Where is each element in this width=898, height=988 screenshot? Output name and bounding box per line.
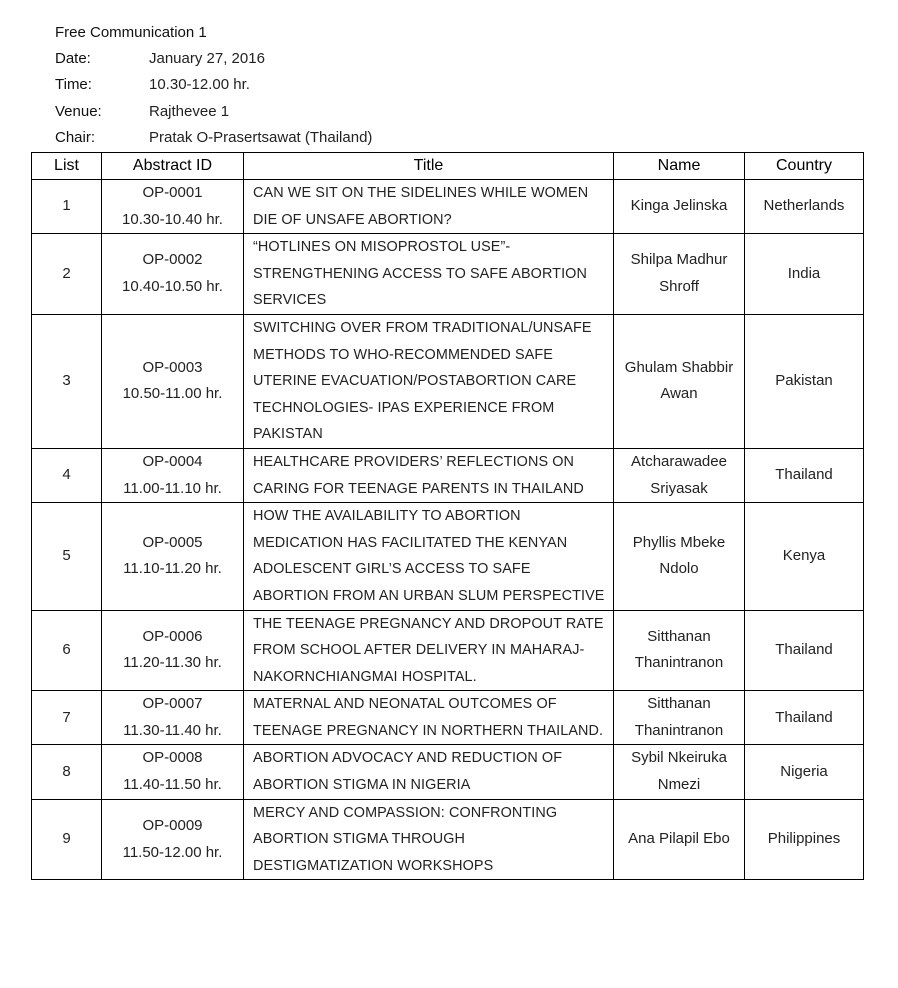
list-number: 7 (32, 691, 102, 745)
list-number: 9 (32, 799, 102, 880)
presentation-time: 11.00-11.10 hr. (123, 479, 222, 497)
abstract-id: OP-0006 (142, 627, 203, 645)
session-title-row (55, 20, 372, 46)
presenter-country: Thailand (745, 691, 864, 745)
presentation-time: 11.40-11.50 hr. (123, 776, 222, 794)
abstract-title: HEALTHCARE PROVIDERS’ REFLECTIONS ON CARING FOR TEENAGE PARENTS IN THAILAND (244, 448, 614, 502)
header-country: Country (745, 153, 864, 180)
session-header (55, 20, 372, 151)
abstract-id: OP-0007 (142, 695, 203, 713)
presenter-name: Sybil Nkeiruka Nmezi (614, 745, 745, 799)
abstract-id: OP-0003 (142, 358, 203, 376)
list-number: 2 (32, 234, 102, 315)
chair-value: Pratak O-Prasertsawat (Thailand) (149, 128, 373, 146)
session-date-row (55, 46, 372, 72)
presenter-name: Shilpa Madhur Shroff (614, 234, 745, 315)
abstract-title: MATERNAL AND NEONATAL OUTCOMES OF TEENAGE PREGNANCY IN NORTHERN THAILAND. (244, 691, 614, 745)
abstract-title: HOW THE AVAILABILITY TO ABORTION MEDICATION HAS FACILITATED THE KENYAN ADOLESCENT GIRL’S ACCESS TO SAFE ABORTION FROM AN URBAN SLUM PERSPECTIVE (244, 503, 614, 610)
venue-value: Rajthevee 1 (149, 102, 230, 120)
presenter-country: Kenya (745, 503, 864, 610)
presentation-time: 10.40-10.50 hr. (122, 278, 223, 296)
abstract-id-cell (102, 180, 244, 234)
list-number: 5 (32, 503, 102, 610)
presenter-name: Sitthanan Thanintranon (614, 691, 745, 745)
table-row (32, 799, 864, 880)
presenter-name: Sitthanan Thanintranon (614, 610, 745, 691)
table-row (32, 180, 864, 234)
presenter-name: Phyllis Mbeke Ndolo (614, 503, 745, 610)
presentation-time: 11.20-11.30 hr. (123, 654, 222, 672)
table-header-row (32, 153, 864, 180)
presenter-name: Ana Pilapil Ebo (614, 799, 745, 880)
presenter-country: Thailand (745, 448, 864, 502)
list-number: 4 (32, 448, 102, 502)
abstract-id-cell (102, 691, 244, 745)
presenter-country: Thailand (745, 610, 864, 691)
abstract-title: CAN WE SIT ON THE SIDELINES WHILE WOMEN DIE OF UNSAFE ABORTION? (244, 180, 614, 234)
abstract-id: OP-0008 (142, 749, 203, 767)
table-row (32, 691, 864, 745)
presenter-country: India (745, 234, 864, 315)
table-row (32, 745, 864, 799)
abstract-title: ABORTION ADVOCACY AND REDUCTION OF ABORTION STIGMA IN NIGERIA (244, 745, 614, 799)
table-row (32, 448, 864, 502)
abstract-title: SWITCHING OVER FROM TRADITIONAL/UNSAFE METHODS TO WHO-RECOMMENDED SAFE UTERINE EVACUATION/POSTABORTION CARE TECHNOLOGIES- IPAS EXPERIENCE FROM PAKISTAN (244, 314, 614, 448)
session-time-row (55, 72, 372, 98)
list-number: 1 (32, 180, 102, 234)
abstract-title: “HOTLINES ON MISOPROSTOL USE”- STRENGTHENING ACCESS TO SAFE ABORTION SERVICES (244, 234, 614, 315)
abstract-id-cell (102, 503, 244, 610)
abstract-id: OP-0004 (142, 452, 203, 470)
time-value: 10.30-12.00 hr. (149, 76, 250, 94)
presenter-country: Pakistan (745, 314, 864, 448)
presentation-time: 11.30-11.40 hr. (123, 721, 222, 739)
time-label: Time: (55, 76, 92, 94)
list-number: 3 (32, 314, 102, 448)
presentation-time: 11.10-11.20 hr. (123, 560, 222, 578)
abstract-title: MERCY AND COMPASSION: CONFRONTING ABORTION STIGMA THROUGH DESTIGMATIZATION WORKSHOPS (244, 799, 614, 880)
presenter-country: Nigeria (745, 745, 864, 799)
presentation-schedule-table (31, 152, 864, 880)
list-number: 6 (32, 610, 102, 691)
abstract-id-cell (102, 448, 244, 502)
date-label: Date: (55, 50, 91, 68)
presenter-name: Kinga Jelinska (614, 180, 745, 234)
presentation-time: 10.30-10.40 hr. (122, 210, 223, 228)
abstract-id-cell (102, 745, 244, 799)
session-venue-row (55, 99, 372, 125)
abstract-id-cell (102, 234, 244, 315)
session-title: Free Communication 1 (55, 24, 207, 41)
session-chair-row (55, 125, 372, 151)
header-abstract-id: Abstract ID (102, 153, 244, 180)
presenter-name: Ghulam Shabbir Awan (614, 314, 745, 448)
header-name: Name (614, 153, 745, 180)
abstract-id: OP-0009 (142, 816, 203, 834)
header-title: Title (244, 153, 614, 180)
presentation-time: 11.50-12.00 hr. (122, 843, 223, 861)
table-row (32, 234, 864, 315)
abstract-id: OP-0001 (142, 184, 203, 201)
abstract-id-cell (102, 799, 244, 880)
presenter-country: Philippines (745, 799, 864, 880)
abstract-title: THE TEENAGE PREGNANCY AND DROPOUT RATE FROM SCHOOL AFTER DELIVERY IN MAHARAJ-NAKORNCHIANGMAI HOSPITAL. (244, 610, 614, 691)
header-list: List (32, 153, 102, 180)
presenter-name: Atcharawadee Sriyasak (614, 448, 745, 502)
abstract-id: OP-0002 (142, 251, 203, 269)
abstract-id-cell (102, 314, 244, 448)
table-row (32, 610, 864, 691)
abstract-id: OP-0005 (142, 533, 203, 551)
list-number: 8 (32, 745, 102, 799)
presenter-country: Netherlands (745, 180, 864, 234)
abstract-id-cell (102, 610, 244, 691)
chair-label: Chair: (55, 128, 96, 146)
presentation-time: 10.50-11.00 hr. (122, 385, 223, 403)
table-row (32, 314, 864, 448)
table-row (32, 503, 864, 610)
date-value: January 27, 2016 (149, 50, 265, 68)
venue-label: Venue: (55, 102, 102, 120)
